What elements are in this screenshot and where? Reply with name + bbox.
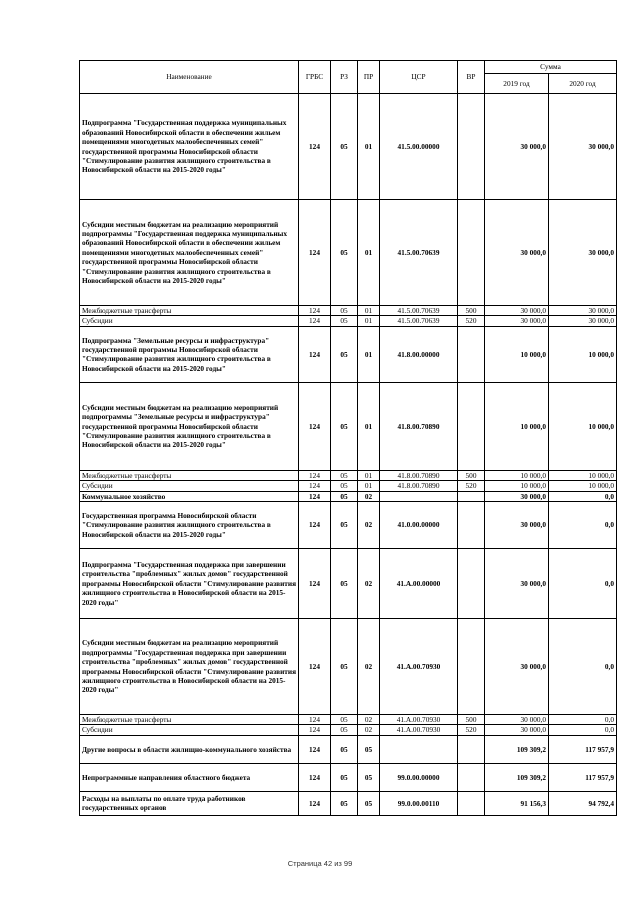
table-row xyxy=(80,502,617,549)
column-header-csr: ЦСР xyxy=(380,61,458,94)
row-name-cell: Подпрограмма "Земельные ресурсы и инфраструктура" государственной программы Новосибирской области "Стимулирование развития жилищного строительства в Новосибирской области на 2015-2020 годы" xyxy=(80,326,299,382)
row-vr-cell xyxy=(458,502,485,549)
row-grbs-cell: 124 xyxy=(299,502,331,549)
table-row xyxy=(80,316,617,326)
row-2020-cell: 0,0 xyxy=(549,502,617,549)
row-2020-cell: 0,0 xyxy=(549,715,617,725)
table-row xyxy=(80,619,617,715)
row-2020-cell: 10 000,0 xyxy=(549,470,617,480)
row-name-cell: Субсидии xyxy=(80,316,299,326)
row-name-cell: Субсидии местным бюджетам на реализацию мероприятий подпрограммы "Государственная поддержка при завершении строительства "проблемных" жилых домов" государственной программы Новосибирской области "Стимулирование развития жилищного строительства в Новосибирской области на 2015-2020 годы" xyxy=(80,619,299,715)
row-grbs-cell: 124 xyxy=(299,382,331,470)
row-pr-cell: 02 xyxy=(358,619,380,715)
row-csr-cell: 41.8.00.00000 xyxy=(380,326,458,382)
row-grbs-cell: 124 xyxy=(299,725,331,735)
row-rz-cell: 05 xyxy=(331,715,358,725)
row-2019-cell: 30 000,0 xyxy=(485,306,549,316)
row-2020-cell: 30 000,0 xyxy=(549,94,617,200)
row-csr-cell: 41.А.00.70930 xyxy=(380,715,458,725)
row-rz-cell: 05 xyxy=(331,306,358,316)
row-2020-cell: 30 000,0 xyxy=(549,306,617,316)
row-grbs-cell: 124 xyxy=(299,619,331,715)
row-2020-cell: 0,0 xyxy=(549,725,617,735)
column-header-2020: 2020 год xyxy=(549,74,617,94)
row-rz-cell: 05 xyxy=(331,791,358,815)
row-name-cell: Межбюджетные трансферты xyxy=(80,470,299,480)
table-row xyxy=(80,735,617,763)
budget-table xyxy=(79,60,617,816)
row-pr-cell: 01 xyxy=(358,200,380,306)
row-pr-cell: 01 xyxy=(358,481,380,491)
row-csr-cell: 99.0.00.00000 xyxy=(380,763,458,791)
row-2019-cell: 91 156,3 xyxy=(485,791,549,815)
row-grbs-cell: 124 xyxy=(299,306,331,316)
table-row xyxy=(80,481,617,491)
table-row xyxy=(80,326,617,382)
row-2019-cell: 10 000,0 xyxy=(485,470,549,480)
column-header-sum: Сумма xyxy=(485,61,617,74)
table-header xyxy=(80,61,617,94)
row-csr-cell: 99.0.00.00110 xyxy=(380,791,458,815)
row-2020-cell: 0,0 xyxy=(549,619,617,715)
row-pr-cell: 02 xyxy=(358,549,380,619)
row-pr-cell: 05 xyxy=(358,735,380,763)
row-vr-cell xyxy=(458,735,485,763)
row-2019-cell: 109 309,2 xyxy=(485,763,549,791)
row-vr-cell xyxy=(458,200,485,306)
row-2019-cell: 30 000,0 xyxy=(485,715,549,725)
row-csr-cell: 41.8.00.70890 xyxy=(380,481,458,491)
row-2019-cell: 30 000,0 xyxy=(485,491,549,501)
row-pr-cell: 01 xyxy=(358,306,380,316)
row-rz-cell: 05 xyxy=(331,316,358,326)
row-rz-cell: 05 xyxy=(331,763,358,791)
row-vr-cell: 500 xyxy=(458,715,485,725)
row-grbs-cell: 124 xyxy=(299,791,331,815)
row-grbs-cell: 124 xyxy=(299,200,331,306)
table-body xyxy=(80,94,617,816)
row-vr-cell xyxy=(458,326,485,382)
row-2019-cell: 109 309,2 xyxy=(485,735,549,763)
row-name-cell: Подпрограмма "Государственная поддержка муниципальных образований Новосибирской области в обеспечении жильем помещениями многодетных малообеспеченных семей" государственной программы Новосибирской области "Стимулирование развития жилищного строительства в Новосибирской области на 2015-2020 годы" xyxy=(80,94,299,200)
table-row xyxy=(80,200,617,306)
row-vr-cell xyxy=(458,94,485,200)
row-pr-cell: 02 xyxy=(358,491,380,501)
row-rz-cell: 05 xyxy=(331,491,358,501)
column-header-pr: ПР xyxy=(358,61,380,94)
row-name-cell: Субсидии xyxy=(80,725,299,735)
column-header-grbs: ГРБС xyxy=(299,61,331,94)
row-2019-cell: 30 000,0 xyxy=(485,316,549,326)
row-vr-cell xyxy=(458,619,485,715)
row-pr-cell: 02 xyxy=(358,715,380,725)
row-vr-cell xyxy=(458,791,485,815)
row-name-cell: Субсидии xyxy=(80,481,299,491)
page-number: Страница 42 из 99 xyxy=(287,859,353,868)
row-2019-cell: 30 000,0 xyxy=(485,94,549,200)
row-pr-cell: 05 xyxy=(358,763,380,791)
row-csr-cell: 41.А.00.00000 xyxy=(380,549,458,619)
row-vr-cell xyxy=(458,491,485,501)
row-2020-cell: 30 000,0 xyxy=(549,200,617,306)
row-2020-cell: 10 000,0 xyxy=(549,481,617,491)
row-vr-cell xyxy=(458,549,485,619)
row-name-cell: Межбюджетные трансферты xyxy=(80,306,299,316)
row-2020-cell: 117 957,9 xyxy=(549,763,617,791)
table-row xyxy=(80,791,617,815)
row-2019-cell: 30 000,0 xyxy=(485,619,549,715)
row-2019-cell: 30 000,0 xyxy=(485,200,549,306)
row-rz-cell: 05 xyxy=(331,549,358,619)
table-row xyxy=(80,306,617,316)
row-2020-cell: 94 792,4 xyxy=(549,791,617,815)
table-row xyxy=(80,549,617,619)
table-row xyxy=(80,382,617,470)
row-csr-cell: 41.8.00.70890 xyxy=(380,382,458,470)
row-vr-cell: 520 xyxy=(458,725,485,735)
row-2019-cell: 10 000,0 xyxy=(485,326,549,382)
row-2020-cell: 10 000,0 xyxy=(549,382,617,470)
row-rz-cell: 05 xyxy=(331,481,358,491)
row-grbs-cell: 124 xyxy=(299,491,331,501)
row-2019-cell: 30 000,0 xyxy=(485,502,549,549)
row-rz-cell: 05 xyxy=(331,94,358,200)
row-rz-cell: 05 xyxy=(331,502,358,549)
table-row xyxy=(80,763,617,791)
row-pr-cell: 05 xyxy=(358,791,380,815)
row-name-cell: Расходы на выплаты по оплате труда работников государственных органов xyxy=(80,791,299,815)
row-2019-cell: 10 000,0 xyxy=(485,481,549,491)
row-pr-cell: 01 xyxy=(358,470,380,480)
row-pr-cell: 01 xyxy=(358,316,380,326)
table-row xyxy=(80,715,617,725)
row-grbs-cell: 124 xyxy=(299,316,331,326)
row-vr-cell xyxy=(458,382,485,470)
column-header-rz: РЗ xyxy=(331,61,358,94)
row-grbs-cell: 124 xyxy=(299,326,331,382)
row-rz-cell: 05 xyxy=(331,735,358,763)
row-pr-cell: 01 xyxy=(358,94,380,200)
row-2019-cell: 30 000,0 xyxy=(485,549,549,619)
row-name-cell: Коммунальное хозяйство xyxy=(80,491,299,501)
row-rz-cell: 05 xyxy=(331,200,358,306)
row-name-cell: Непрограммные направления областного бюджета xyxy=(80,763,299,791)
row-grbs-cell: 124 xyxy=(299,549,331,619)
column-header-2019: 2019 год xyxy=(485,74,549,94)
row-2019-cell: 10 000,0 xyxy=(485,382,549,470)
table-row xyxy=(80,491,617,501)
row-csr-cell: 41.5.00.70639 xyxy=(380,200,458,306)
row-csr-cell: 41.5.00.70639 xyxy=(380,306,458,316)
row-pr-cell: 01 xyxy=(358,382,380,470)
row-rz-cell: 05 xyxy=(331,470,358,480)
row-rz-cell: 05 xyxy=(331,382,358,470)
row-vr-cell: 520 xyxy=(458,316,485,326)
row-csr-cell: 41.8.00.70890 xyxy=(380,470,458,480)
row-2020-cell: 10 000,0 xyxy=(549,326,617,382)
row-2020-cell: 30 000,0 xyxy=(549,316,617,326)
row-csr-cell xyxy=(380,735,458,763)
table-row xyxy=(80,725,617,735)
row-grbs-cell: 124 xyxy=(299,470,331,480)
row-csr-cell xyxy=(380,491,458,501)
row-pr-cell: 01 xyxy=(358,326,380,382)
table-row xyxy=(80,470,617,480)
row-2020-cell: 0,0 xyxy=(549,491,617,501)
row-2020-cell: 0,0 xyxy=(549,549,617,619)
column-header-name: Наименование xyxy=(80,61,299,94)
row-name-cell: Субсидии местным бюджетам на реализацию мероприятий подпрограммы "Земельные ресурсы и инфраструктура" государственной программы Новосибирской области "Стимулирование развития жилищного строительства в Новосибирской области на 2015-2020 годы" xyxy=(80,382,299,470)
row-rz-cell: 05 xyxy=(331,619,358,715)
table-row xyxy=(80,94,617,200)
row-rz-cell: 05 xyxy=(331,725,358,735)
row-name-cell: Межбюджетные трансферты xyxy=(80,715,299,725)
row-csr-cell: 41.0.00.00000 xyxy=(380,502,458,549)
row-name-cell: Государственная программа Новосибирской области "Стимулирование развития жилищного строительства в Новосибирской области на 2015-2020 годы" xyxy=(80,502,299,549)
row-name-cell: Другие вопросы в области жилищно-коммунального хозяйства xyxy=(80,735,299,763)
row-vr-cell xyxy=(458,763,485,791)
row-name-cell: Субсидии местным бюджетам на реализацию мероприятий подпрограммы "Государственная поддержка муниципальных образований Новосибирской области в обеспечении жильем помещениями многодетных малообеспеченных семей" государственной программы Новосибирской области "Стимулирование развития жилищного строительства в Новосибирской области на 2015-2020 годы" xyxy=(80,200,299,306)
row-name-cell: Подпрограмма "Государственная поддержка при завершении строительства "проблемных" жилых домов" государственной программы Новосибирской области "Стимулирование развития жилищного строительства в Новосибирской области на 2015-2020 годы" xyxy=(80,549,299,619)
row-vr-cell: 500 xyxy=(458,470,485,480)
row-grbs-cell: 124 xyxy=(299,481,331,491)
row-grbs-cell: 124 xyxy=(299,715,331,725)
row-rz-cell: 05 xyxy=(331,326,358,382)
column-header-vr: ВР xyxy=(458,61,485,94)
row-vr-cell: 500 xyxy=(458,306,485,316)
row-2020-cell: 117 957,9 xyxy=(549,735,617,763)
row-pr-cell: 02 xyxy=(358,502,380,549)
row-csr-cell: 41.А.00.70930 xyxy=(380,619,458,715)
row-csr-cell: 41.А.00.70930 xyxy=(380,725,458,735)
row-csr-cell: 41.5.00.70639 xyxy=(380,316,458,326)
row-vr-cell: 520 xyxy=(458,481,485,491)
row-pr-cell: 02 xyxy=(358,725,380,735)
row-grbs-cell: 124 xyxy=(299,94,331,200)
row-grbs-cell: 124 xyxy=(299,735,331,763)
row-grbs-cell: 124 xyxy=(299,763,331,791)
row-csr-cell: 41.5.00.00000 xyxy=(380,94,458,200)
row-2019-cell: 30 000,0 xyxy=(485,725,549,735)
